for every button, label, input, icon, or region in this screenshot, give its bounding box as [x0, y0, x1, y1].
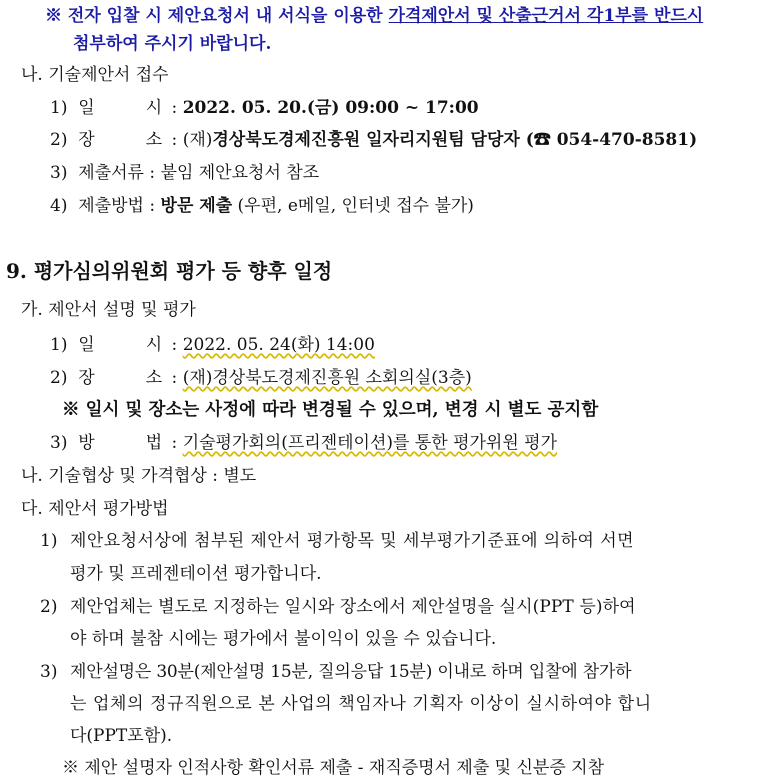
da-item-2-line-2: 야 하며 불참 시에는 평가에서 불이익이 있을 수 있습니다.	[70, 629, 497, 649]
da-item-3-line-2: 는 업체의 정규직원으로 본 사업의 책임자나 기획자 이상이 실시하여야 합니	[70, 694, 652, 714]
da-item-2-num: 2)	[40, 597, 58, 617]
receipt-item-docs: 3) 제출서류 : 붙임 제안요청서 참조	[50, 163, 320, 183]
notice-line-1	[45, 4, 703, 28]
da-item-3-line-1: 제안설명은 30분(제안설명 15분, 질의응답 15분) 이내로 하며 입찰에 참가하	[70, 662, 632, 682]
da-note: ※ 제안 설명자 인적사항 확인서류 제출 - 재직증명서 제출 및 신분증 지참	[62, 758, 605, 778]
receipt-item-date: 1) 일 시 : 2022. 05. 20.(금) 09:00 ~ 17:00	[50, 98, 479, 118]
da-item-3-line-3: 다(PPT포함).	[70, 726, 173, 746]
ga-item-method: 3) 방 법 : 기술평가회의(프리젠테이션)를 통한 평가위원 평가	[50, 433, 558, 453]
ga-item-place: 2) 장 소 : (재)경상북도경제진흥원 소회의실(3층)	[50, 368, 472, 388]
da-item-1-line-1: 제안요청서상에 첨부된 제안서 평가항목 및 세부평가기준표에 의하여 서면	[70, 531, 635, 551]
receipt-item-method: 4) 제출방법 : 방문 제출 (우편, e메일, 인터넷 접수 불가)	[50, 196, 474, 216]
na-heading: 나. 기술협상 및 가격협상 : 별도	[21, 466, 257, 486]
da-item-2-line-1: 제안업체는 별도로 지정하는 일시와 장소에서 제안설명을 실시(PPT 등)하여	[70, 597, 636, 617]
da-item-3-num: 3)	[40, 662, 58, 682]
ga-heading: 가. 제안서 설명 및 평가	[21, 300, 196, 320]
notice-line-2: 첨부하여 주시기 바랍니다.	[73, 34, 272, 54]
section-9-heading: 9. 평가심의위원회 평가 등 향후 일정	[6, 259, 333, 283]
da-item-1-num: 1)	[40, 531, 58, 551]
notice-text-b: 가격제안서 및 산출근거서 각1부를 반드시	[388, 6, 704, 26]
ga-notice: ※ 일시 및 장소는 사정에 따라 변경될 수 있으며, 변경 시 별도 공지함	[62, 400, 599, 420]
notice-text-a: ※ 전자 입찰 시 제안요청서 내 서식을 이용한	[45, 6, 389, 26]
ga-item-date: 1) 일 시 : 2022. 05. 24(화) 14:00	[50, 335, 375, 355]
da-heading: 다. 제안서 평가방법	[21, 499, 169, 519]
receipt-item-place: 2) 장 소 : (재)경상북도경제진흥원 일자리지원팀 담당자 (☎ 054-470-8581)	[50, 130, 698, 150]
da-item-1-line-2: 평가 및 프레젠테이션 평가합니다.	[70, 564, 322, 584]
receipt-heading: 나. 기술제안서 접수	[21, 65, 169, 85]
